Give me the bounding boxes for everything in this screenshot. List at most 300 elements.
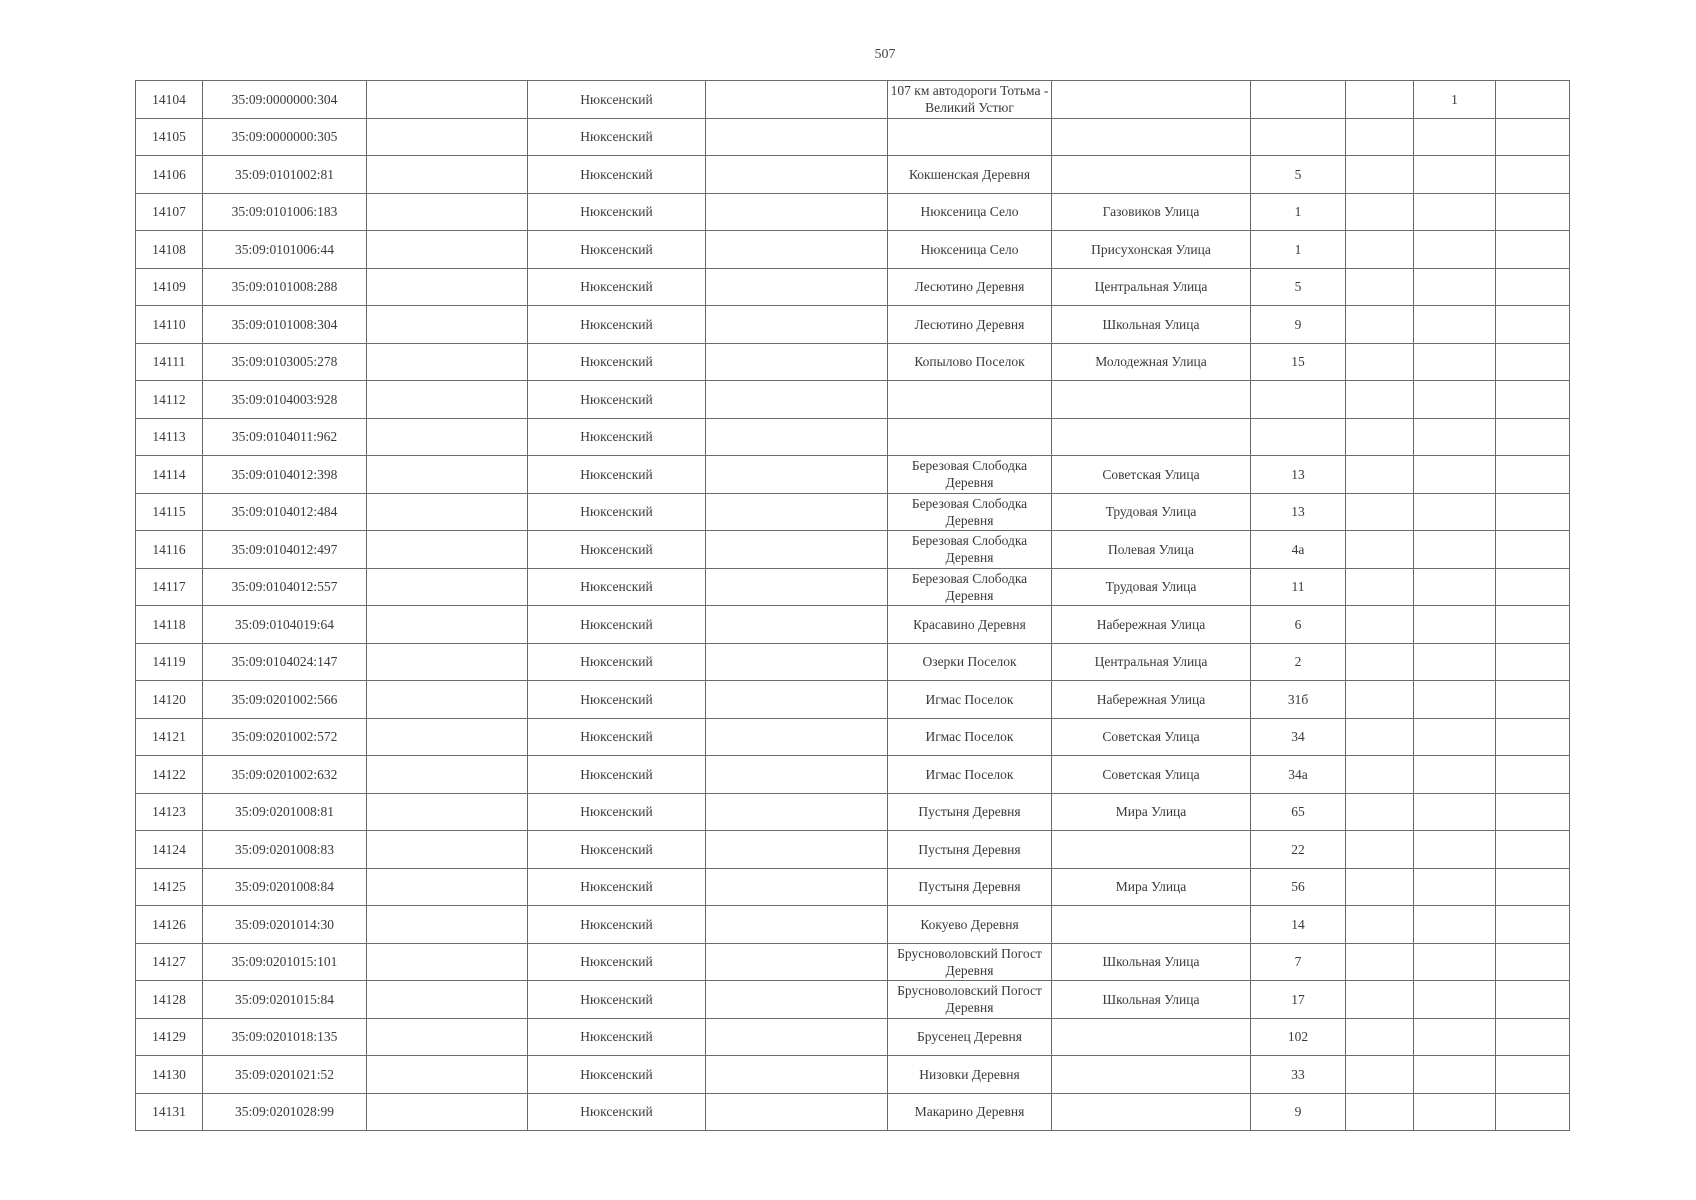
table-row: [136, 568, 1570, 606]
blank-cell: [1496, 418, 1570, 456]
house-number-cell: 34: [1251, 718, 1346, 756]
blank-cell: [1496, 1018, 1570, 1056]
table-row: [136, 306, 1570, 344]
house-number-cell: [1251, 118, 1346, 156]
district-cell: Нюксенский: [528, 643, 706, 681]
blank-cell: [706, 493, 888, 531]
locality-cell: Низовки Деревня: [888, 1056, 1052, 1094]
cadastral-number-cell: 35:09:0201002:566: [203, 681, 367, 719]
row-number-cell: 14130: [136, 1056, 203, 1094]
extra-value-cell: [1414, 493, 1496, 531]
blank-cell: [706, 868, 888, 906]
cadastral-number-cell: 35:09:0201021:52: [203, 1056, 367, 1094]
blank-cell: [1346, 756, 1414, 794]
locality-cell: Березовая Слободка Деревня: [888, 568, 1052, 606]
cadastral-number-cell: 35:09:0104012:497: [203, 531, 367, 569]
blank-cell: [706, 193, 888, 231]
district-cell: Нюксенский: [528, 568, 706, 606]
extra-value-cell: [1414, 906, 1496, 944]
blank-cell: [1346, 118, 1414, 156]
blank-cell: [1496, 381, 1570, 419]
blank-cell: [367, 81, 528, 119]
blank-cell: [706, 343, 888, 381]
row-number-cell: 14119: [136, 643, 203, 681]
street-cell: Мира Улица: [1052, 793, 1251, 831]
house-number-cell: 17: [1251, 981, 1346, 1019]
locality-cell: [888, 418, 1052, 456]
blank-cell: [706, 456, 888, 494]
house-number-cell: 102: [1251, 1018, 1346, 1056]
extra-value-cell: [1414, 868, 1496, 906]
table-row: [136, 756, 1570, 794]
locality-cell: Макарино Деревня: [888, 1093, 1052, 1131]
row-number-cell: 14118: [136, 606, 203, 644]
locality-cell: [888, 118, 1052, 156]
extra-value-cell: [1414, 1018, 1496, 1056]
blank-cell: [706, 756, 888, 794]
district-cell: Нюксенский: [528, 493, 706, 531]
row-number-cell: 14117: [136, 568, 203, 606]
house-number-cell: 11: [1251, 568, 1346, 606]
street-cell: Школьная Улица: [1052, 306, 1251, 344]
street-cell: Советская Улица: [1052, 456, 1251, 494]
blank-cell: [1496, 831, 1570, 869]
row-number-cell: 14126: [136, 906, 203, 944]
blank-cell: [367, 906, 528, 944]
blank-cell: [1496, 568, 1570, 606]
cadastral-number-cell: 35:09:0000000:305: [203, 118, 367, 156]
blank-cell: [1496, 943, 1570, 981]
street-cell: Трудовая Улица: [1052, 568, 1251, 606]
house-number-cell: 1: [1251, 193, 1346, 231]
blank-cell: [367, 343, 528, 381]
extra-value-cell: [1414, 156, 1496, 194]
row-number-cell: 14107: [136, 193, 203, 231]
blank-cell: [1496, 718, 1570, 756]
extra-value-cell: [1414, 718, 1496, 756]
district-cell: Нюксенский: [528, 718, 706, 756]
house-number-cell: 13: [1251, 493, 1346, 531]
blank-cell: [706, 831, 888, 869]
extra-value-cell: [1414, 193, 1496, 231]
district-cell: Нюксенский: [528, 1018, 706, 1056]
extra-value-cell: [1414, 756, 1496, 794]
table-row: [136, 118, 1570, 156]
house-number-cell: 65: [1251, 793, 1346, 831]
blank-cell: [706, 81, 888, 119]
cadastral-number-cell: 35:09:0201015:101: [203, 943, 367, 981]
house-number-cell: 15: [1251, 343, 1346, 381]
street-cell: [1052, 1093, 1251, 1131]
blank-cell: [1346, 81, 1414, 119]
district-cell: Нюксенский: [528, 756, 706, 794]
registry-table: [135, 80, 1570, 1131]
locality-cell: Брусноволовский Погост Деревня: [888, 943, 1052, 981]
extra-value-cell: [1414, 418, 1496, 456]
blank-cell: [1496, 981, 1570, 1019]
locality-cell: Озерки Поселок: [888, 643, 1052, 681]
cadastral-number-cell: 35:09:0104024:147: [203, 643, 367, 681]
blank-cell: [706, 306, 888, 344]
table-row: [136, 1093, 1570, 1131]
cadastral-number-cell: 35:09:0101008:288: [203, 268, 367, 306]
district-cell: Нюксенский: [528, 906, 706, 944]
blank-cell: [1346, 343, 1414, 381]
locality-cell: Кокуево Деревня: [888, 906, 1052, 944]
street-cell: Советская Улица: [1052, 756, 1251, 794]
district-cell: Нюксенский: [528, 268, 706, 306]
blank-cell: [367, 568, 528, 606]
district-cell: Нюксенский: [528, 1056, 706, 1094]
cadastral-number-cell: 35:09:0104012:398: [203, 456, 367, 494]
extra-value-cell: [1414, 831, 1496, 869]
row-number-cell: 14125: [136, 868, 203, 906]
blank-cell: [1496, 606, 1570, 644]
locality-cell: Нюксеница Село: [888, 231, 1052, 269]
cadastral-number-cell: 35:09:0201008:83: [203, 831, 367, 869]
table-row: [136, 1018, 1570, 1056]
blank-cell: [1346, 306, 1414, 344]
blank-cell: [367, 1018, 528, 1056]
cadastral-number-cell: 35:09:0201008:84: [203, 868, 367, 906]
street-cell: Школьная Улица: [1052, 943, 1251, 981]
row-number-cell: 14106: [136, 156, 203, 194]
cadastral-number-cell: 35:09:0104011:962: [203, 418, 367, 456]
extra-value-cell: [1414, 343, 1496, 381]
blank-cell: [706, 906, 888, 944]
blank-cell: [1496, 756, 1570, 794]
blank-cell: [706, 1018, 888, 1056]
street-cell: Молодежная Улица: [1052, 343, 1251, 381]
street-cell: Газовиков Улица: [1052, 193, 1251, 231]
blank-cell: [706, 118, 888, 156]
table-row: [136, 831, 1570, 869]
street-cell: [1052, 1056, 1251, 1094]
blank-cell: [706, 1056, 888, 1094]
district-cell: Нюксенский: [528, 343, 706, 381]
blank-cell: [367, 456, 528, 494]
locality-cell: Игмас Поселок: [888, 718, 1052, 756]
blank-cell: [1496, 193, 1570, 231]
blank-cell: [367, 1093, 528, 1131]
district-cell: Нюксенский: [528, 81, 706, 119]
street-cell: Советская Улица: [1052, 718, 1251, 756]
blank-cell: [1496, 793, 1570, 831]
table-row: [136, 268, 1570, 306]
blank-cell: [1346, 493, 1414, 531]
blank-cell: [706, 793, 888, 831]
blank-cell: [1496, 156, 1570, 194]
cadastral-number-cell: 35:09:0104019:64: [203, 606, 367, 644]
district-cell: Нюксенский: [528, 1093, 706, 1131]
blank-cell: [367, 531, 528, 569]
house-number-cell: 9: [1251, 306, 1346, 344]
extra-value-cell: [1414, 381, 1496, 419]
blank-cell: [1346, 531, 1414, 569]
extra-value-cell: [1414, 118, 1496, 156]
blank-cell: [706, 156, 888, 194]
blank-cell: [1346, 868, 1414, 906]
house-number-cell: [1251, 418, 1346, 456]
blank-cell: [1346, 943, 1414, 981]
house-number-cell: 2: [1251, 643, 1346, 681]
table-row: [136, 493, 1570, 531]
locality-cell: Нюксеница Село: [888, 193, 1052, 231]
street-cell: Центральная Улица: [1052, 643, 1251, 681]
row-number-cell: 14111: [136, 343, 203, 381]
blank-cell: [367, 756, 528, 794]
blank-cell: [367, 868, 528, 906]
registry-body: [136, 81, 1570, 1131]
cadastral-number-cell: 35:09:0101006:183: [203, 193, 367, 231]
district-cell: Нюксенский: [528, 231, 706, 269]
house-number-cell: 56: [1251, 868, 1346, 906]
locality-cell: Березовая Слободка Деревня: [888, 493, 1052, 531]
cadastral-number-cell: 35:09:0104012:484: [203, 493, 367, 531]
blank-cell: [1346, 718, 1414, 756]
blank-cell: [367, 681, 528, 719]
locality-cell: Игмас Поселок: [888, 756, 1052, 794]
house-number-cell: 1: [1251, 231, 1346, 269]
street-cell: [1052, 81, 1251, 119]
street-cell: Присухонская Улица: [1052, 231, 1251, 269]
street-cell: [1052, 906, 1251, 944]
district-cell: Нюксенский: [528, 306, 706, 344]
blank-cell: [1346, 906, 1414, 944]
blank-cell: [1346, 268, 1414, 306]
table-row: [136, 1056, 1570, 1094]
blank-cell: [367, 193, 528, 231]
blank-cell: [1496, 231, 1570, 269]
blank-cell: [1346, 193, 1414, 231]
locality-cell: Кокшенская Деревня: [888, 156, 1052, 194]
house-number-cell: 22: [1251, 831, 1346, 869]
blank-cell: [706, 1093, 888, 1131]
cadastral-number-cell: 35:09:0103005:278: [203, 343, 367, 381]
district-cell: Нюксенский: [528, 793, 706, 831]
locality-cell: Березовая Слободка Деревня: [888, 531, 1052, 569]
table-row: [136, 681, 1570, 719]
cadastral-number-cell: 35:09:0101002:81: [203, 156, 367, 194]
house-number-cell: 4а: [1251, 531, 1346, 569]
row-number-cell: 14120: [136, 681, 203, 719]
district-cell: Нюксенский: [528, 456, 706, 494]
district-cell: Нюксенский: [528, 981, 706, 1019]
blank-cell: [367, 606, 528, 644]
cadastral-number-cell: 35:09:0201002:572: [203, 718, 367, 756]
row-number-cell: 14115: [136, 493, 203, 531]
extra-value-cell: [1414, 306, 1496, 344]
house-number-cell: 7: [1251, 943, 1346, 981]
district-cell: Нюксенский: [528, 606, 706, 644]
street-cell: [1052, 1018, 1251, 1056]
blank-cell: [1496, 81, 1570, 119]
row-number-cell: 14122: [136, 756, 203, 794]
house-number-cell: 33: [1251, 1056, 1346, 1094]
row-number-cell: 14110: [136, 306, 203, 344]
table-row: [136, 793, 1570, 831]
table-row: [136, 343, 1570, 381]
blank-cell: [1346, 456, 1414, 494]
blank-cell: [1346, 981, 1414, 1019]
row-number-cell: 14128: [136, 981, 203, 1019]
table-row: [136, 943, 1570, 981]
street-cell: Набережная Улица: [1052, 606, 1251, 644]
row-number-cell: 14112: [136, 381, 203, 419]
blank-cell: [367, 231, 528, 269]
extra-value-cell: [1414, 643, 1496, 681]
blank-cell: [1496, 456, 1570, 494]
locality-cell: Копылово Поселок: [888, 343, 1052, 381]
page-number: 507: [874, 47, 896, 62]
district-cell: Нюксенский: [528, 118, 706, 156]
locality-cell: Брусноволовский Погост Деревня: [888, 981, 1052, 1019]
district-cell: Нюксенский: [528, 193, 706, 231]
blank-cell: [1346, 1056, 1414, 1094]
blank-cell: [1496, 306, 1570, 344]
blank-cell: [367, 493, 528, 531]
locality-cell: [888, 381, 1052, 419]
street-cell: [1052, 118, 1251, 156]
extra-value-cell: [1414, 606, 1496, 644]
house-number-cell: 6: [1251, 606, 1346, 644]
blank-cell: [367, 643, 528, 681]
district-cell: Нюксенский: [528, 418, 706, 456]
extra-value-cell: [1414, 456, 1496, 494]
blank-cell: [706, 681, 888, 719]
table-row: [136, 718, 1570, 756]
blank-cell: [1346, 381, 1414, 419]
house-number-cell: 34а: [1251, 756, 1346, 794]
blank-cell: [1496, 118, 1570, 156]
street-cell: [1052, 418, 1251, 456]
house-number-cell: 31б: [1251, 681, 1346, 719]
blank-cell: [367, 1056, 528, 1094]
blank-cell: [706, 606, 888, 644]
house-number-cell: 5: [1251, 268, 1346, 306]
street-cell: Центральная Улица: [1052, 268, 1251, 306]
street-cell: Мира Улица: [1052, 868, 1251, 906]
blank-cell: [367, 793, 528, 831]
blank-cell: [1346, 231, 1414, 269]
blank-cell: [1346, 831, 1414, 869]
blank-cell: [1346, 418, 1414, 456]
row-number-cell: 14113: [136, 418, 203, 456]
blank-cell: [706, 531, 888, 569]
blank-cell: [706, 568, 888, 606]
cadastral-number-cell: 35:09:0201015:84: [203, 981, 367, 1019]
district-cell: Нюксенский: [528, 831, 706, 869]
district-cell: Нюксенский: [528, 943, 706, 981]
table-row: [136, 981, 1570, 1019]
table-row: [136, 231, 1570, 269]
district-cell: Нюксенский: [528, 681, 706, 719]
table-row: [136, 606, 1570, 644]
blank-cell: [367, 943, 528, 981]
cadastral-number-cell: 35:09:0201018:135: [203, 1018, 367, 1056]
blank-cell: [706, 643, 888, 681]
table-row: [136, 193, 1570, 231]
blank-cell: [706, 381, 888, 419]
blank-cell: [706, 268, 888, 306]
row-number-cell: 14124: [136, 831, 203, 869]
row-number-cell: 14127: [136, 943, 203, 981]
blank-cell: [1496, 906, 1570, 944]
locality-cell: Игмас Поселок: [888, 681, 1052, 719]
locality-cell: 107 км автодороги Тотьма - Великий Устюг: [888, 81, 1052, 119]
extra-value-cell: [1414, 1056, 1496, 1094]
blank-cell: [706, 718, 888, 756]
blank-cell: [1496, 643, 1570, 681]
street-cell: Полевая Улица: [1052, 531, 1251, 569]
row-number-cell: 14123: [136, 793, 203, 831]
cadastral-number-cell: 35:09:0101006:44: [203, 231, 367, 269]
house-number-cell: [1251, 381, 1346, 419]
table-row: [136, 531, 1570, 569]
house-number-cell: 13: [1251, 456, 1346, 494]
house-number-cell: 14: [1251, 906, 1346, 944]
row-number-cell: 14114: [136, 456, 203, 494]
blank-cell: [1496, 493, 1570, 531]
locality-cell: Пустыня Деревня: [888, 868, 1052, 906]
cadastral-number-cell: 35:09:0000000:304: [203, 81, 367, 119]
extra-value-cell: [1414, 568, 1496, 606]
locality-cell: Пустыня Деревня: [888, 831, 1052, 869]
blank-cell: [367, 831, 528, 869]
row-number-cell: 14131: [136, 1093, 203, 1131]
blank-cell: [1496, 268, 1570, 306]
blank-cell: [1346, 681, 1414, 719]
row-number-cell: 14108: [136, 231, 203, 269]
street-cell: Набережная Улица: [1052, 681, 1251, 719]
blank-cell: [1496, 1056, 1570, 1094]
blank-cell: [367, 718, 528, 756]
blank-cell: [367, 156, 528, 194]
house-number-cell: [1251, 81, 1346, 119]
locality-cell: Брусенец Деревня: [888, 1018, 1052, 1056]
blank-cell: [1496, 1093, 1570, 1131]
extra-value-cell: [1414, 1093, 1496, 1131]
blank-cell: [367, 306, 528, 344]
cadastral-number-cell: 35:09:0201008:81: [203, 793, 367, 831]
row-number-cell: 14109: [136, 268, 203, 306]
extra-value-cell: 1: [1414, 81, 1496, 119]
blank-cell: [706, 943, 888, 981]
house-number-cell: 5: [1251, 156, 1346, 194]
blank-cell: [1346, 643, 1414, 681]
table-row: [136, 456, 1570, 494]
blank-cell: [1496, 343, 1570, 381]
extra-value-cell: [1414, 943, 1496, 981]
table-row: [136, 906, 1570, 944]
extra-value-cell: [1414, 531, 1496, 569]
blank-cell: [367, 381, 528, 419]
locality-cell: Лесютино Деревня: [888, 306, 1052, 344]
blank-cell: [367, 981, 528, 1019]
blank-cell: [367, 118, 528, 156]
extra-value-cell: [1414, 268, 1496, 306]
blank-cell: [367, 268, 528, 306]
house-number-cell: 9: [1251, 1093, 1346, 1131]
blank-cell: [1346, 1093, 1414, 1131]
blank-cell: [1346, 606, 1414, 644]
street-cell: Трудовая Улица: [1052, 493, 1251, 531]
extra-value-cell: [1414, 681, 1496, 719]
district-cell: Нюксенский: [528, 868, 706, 906]
extra-value-cell: [1414, 231, 1496, 269]
cadastral-number-cell: 35:09:0104003:928: [203, 381, 367, 419]
table-row: [136, 156, 1570, 194]
